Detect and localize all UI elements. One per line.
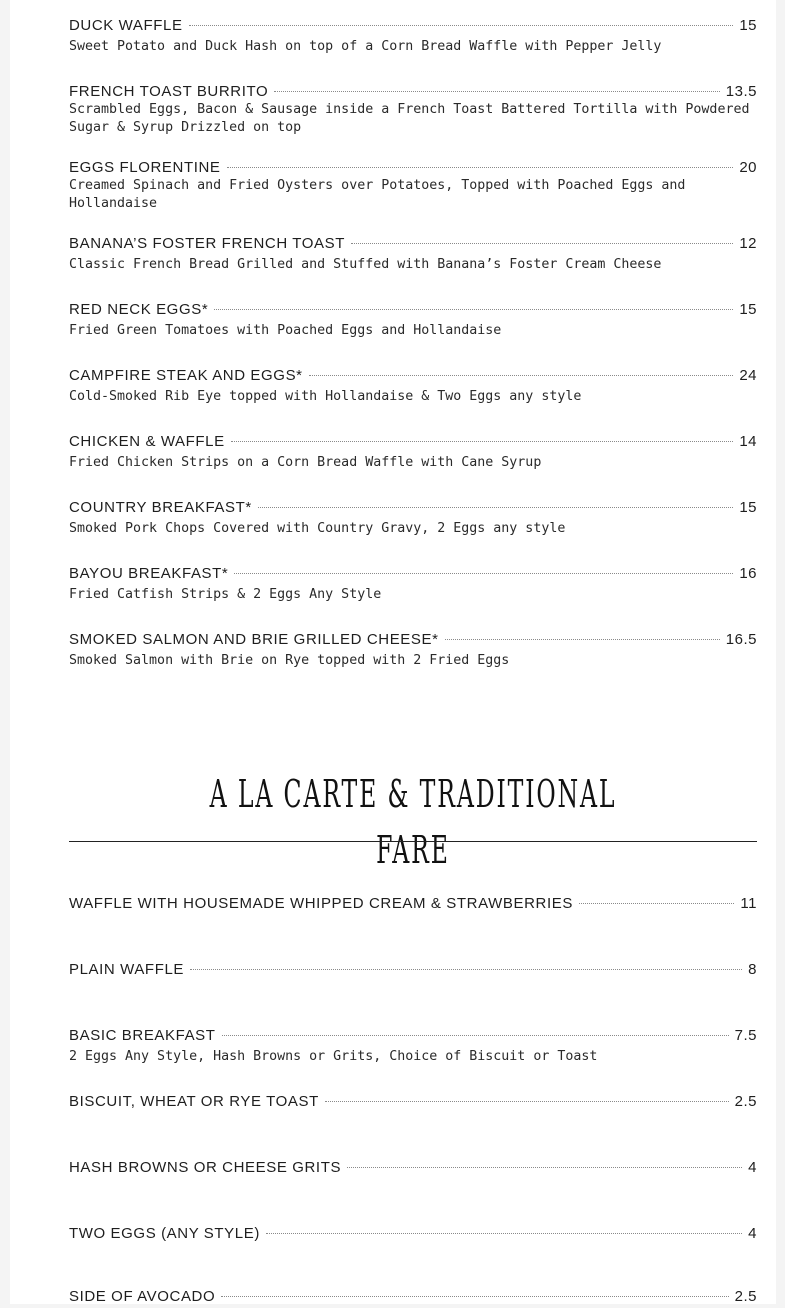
dotted-leader [227,167,734,168]
menu-item [69,83,757,137]
item-name: BANANA’S FOSTER FRENCH TOAST [69,235,346,252]
item-name: PLAIN WAFFLE [69,961,184,978]
item-description: Smoked Salmon with Brie on Rye topped with 2 Fried Eggs [69,653,510,668]
item-name: RED NECK EGGS* [69,301,209,318]
item-description: 2 Eggs Any Style, Hash Browns or Grits, Choice of Biscuit or Toast [69,1049,598,1064]
dotted-leader [347,1167,742,1168]
item-name: BAYOU BREAKFAST* [69,565,229,582]
item-price: 4 [748,1225,757,1242]
a-la-carte-item [69,1225,757,1245]
item-price: 13.5 [725,83,757,100]
dotted-leader [445,639,720,640]
item-name: CHICKEN & WAFFLE [69,433,225,450]
item-name: CAMPFIRE STEAK AND EGGS* [69,367,303,384]
a-la-carte-item [69,961,757,981]
a-la-carte-item [69,1027,757,1066]
menu-item [69,17,757,56]
item-price: 15 [739,17,757,34]
item-price: 12 [739,235,757,252]
item-price: 11 [740,895,757,912]
dotted-leader [231,441,734,442]
item-name: HASH BROWNS OR CHEESE GRITS [69,1159,342,1176]
menu-item [69,565,757,604]
item-price: 2.5 [734,1288,757,1305]
dotted-leader [274,91,720,92]
dotted-leader [234,573,733,574]
menu-item [69,235,757,274]
item-price: 14 [739,433,757,450]
item-description: Fried Chicken Strips on a Corn Bread Waffle with Cane Syrup [69,455,542,470]
a-la-carte-item [69,1159,757,1179]
item-name: TWO EGGS (ANY STYLE) [69,1225,260,1242]
item-description: Classic French Bread Grilled and Stuffed with Banana’s Foster Cream Cheese [69,257,662,272]
dotted-leader [266,1233,742,1234]
dotted-leader [214,309,733,310]
item-description: Fried Catfish Strips & 2 Eggs Any Style [69,587,382,602]
item-description: Fried Green Tomatoes with Poached Eggs and Hollandaise [69,323,502,338]
dotted-leader [325,1101,729,1102]
item-description: Smoked Pork Chops Covered with Country Gravy, 2 Eggs any style [69,521,566,536]
item-description: Creamed Spinach and Fried Oysters over Potatoes, Topped with Poached Eggs and Hollandaise [69,178,686,211]
item-name: EGGS FLORENTINE [69,159,221,176]
item-price: 15 [739,301,757,318]
dotted-leader [579,903,735,904]
item-name: COUNTRY BREAKFAST* [69,499,252,516]
item-price: 8 [748,961,757,978]
item-price: 4 [748,1159,757,1176]
item-price: 2.5 [734,1093,757,1110]
dotted-leader [351,243,733,244]
menu-item [69,499,757,538]
dotted-leader [258,507,734,508]
item-description: Scrambled Eggs, Bacon & Sausage inside a French Toast Battered Tortilla with Powdered Sugar & Syrup Drizzled on top [69,102,750,135]
a-la-carte-item [69,1093,757,1113]
item-price: 16.5 [725,631,757,648]
dotted-leader [190,969,742,970]
item-name: SMOKED SALMON AND BRIE GRILLED CHEESE* [69,631,439,648]
menu-item [69,433,757,472]
item-price: 16 [739,565,757,582]
menu-item [69,159,757,213]
item-price: 24 [739,367,757,384]
menu-item [69,631,757,670]
dotted-leader [309,375,734,376]
item-price: 15 [739,499,757,516]
dotted-leader [189,25,734,26]
item-name: WAFFLE WITH HOUSEMADE WHIPPED CREAM & STRAWBERRIES [69,895,573,912]
item-price: 20 [739,159,757,176]
menu-item [69,367,757,406]
section-divider [69,841,757,842]
menu-item [69,301,757,340]
item-name: BISCUIT, WHEAT OR RYE TOAST [69,1093,319,1110]
item-name: FRENCH TOAST BURRITO [69,83,269,100]
item-price: 7.5 [734,1027,757,1044]
item-name: BASIC BREAKFAST [69,1027,216,1044]
a-la-carte-item [69,1288,757,1308]
dotted-leader [221,1296,728,1297]
dotted-leader [222,1035,729,1036]
item-name: DUCK WAFFLE [69,17,183,34]
section-title: A LA CARTE & TRADITIONAL FARE [209,772,617,872]
item-description: Cold-Smoked Rib Eye topped with Hollandaise & Two Eggs any style [69,389,582,404]
a-la-carte-item [69,895,757,915]
item-description: Sweet Potato and Duck Hash on top of a Corn Bread Waffle with Pepper Jelly [69,39,662,54]
item-name: SIDE OF AVOCADO [69,1288,216,1305]
